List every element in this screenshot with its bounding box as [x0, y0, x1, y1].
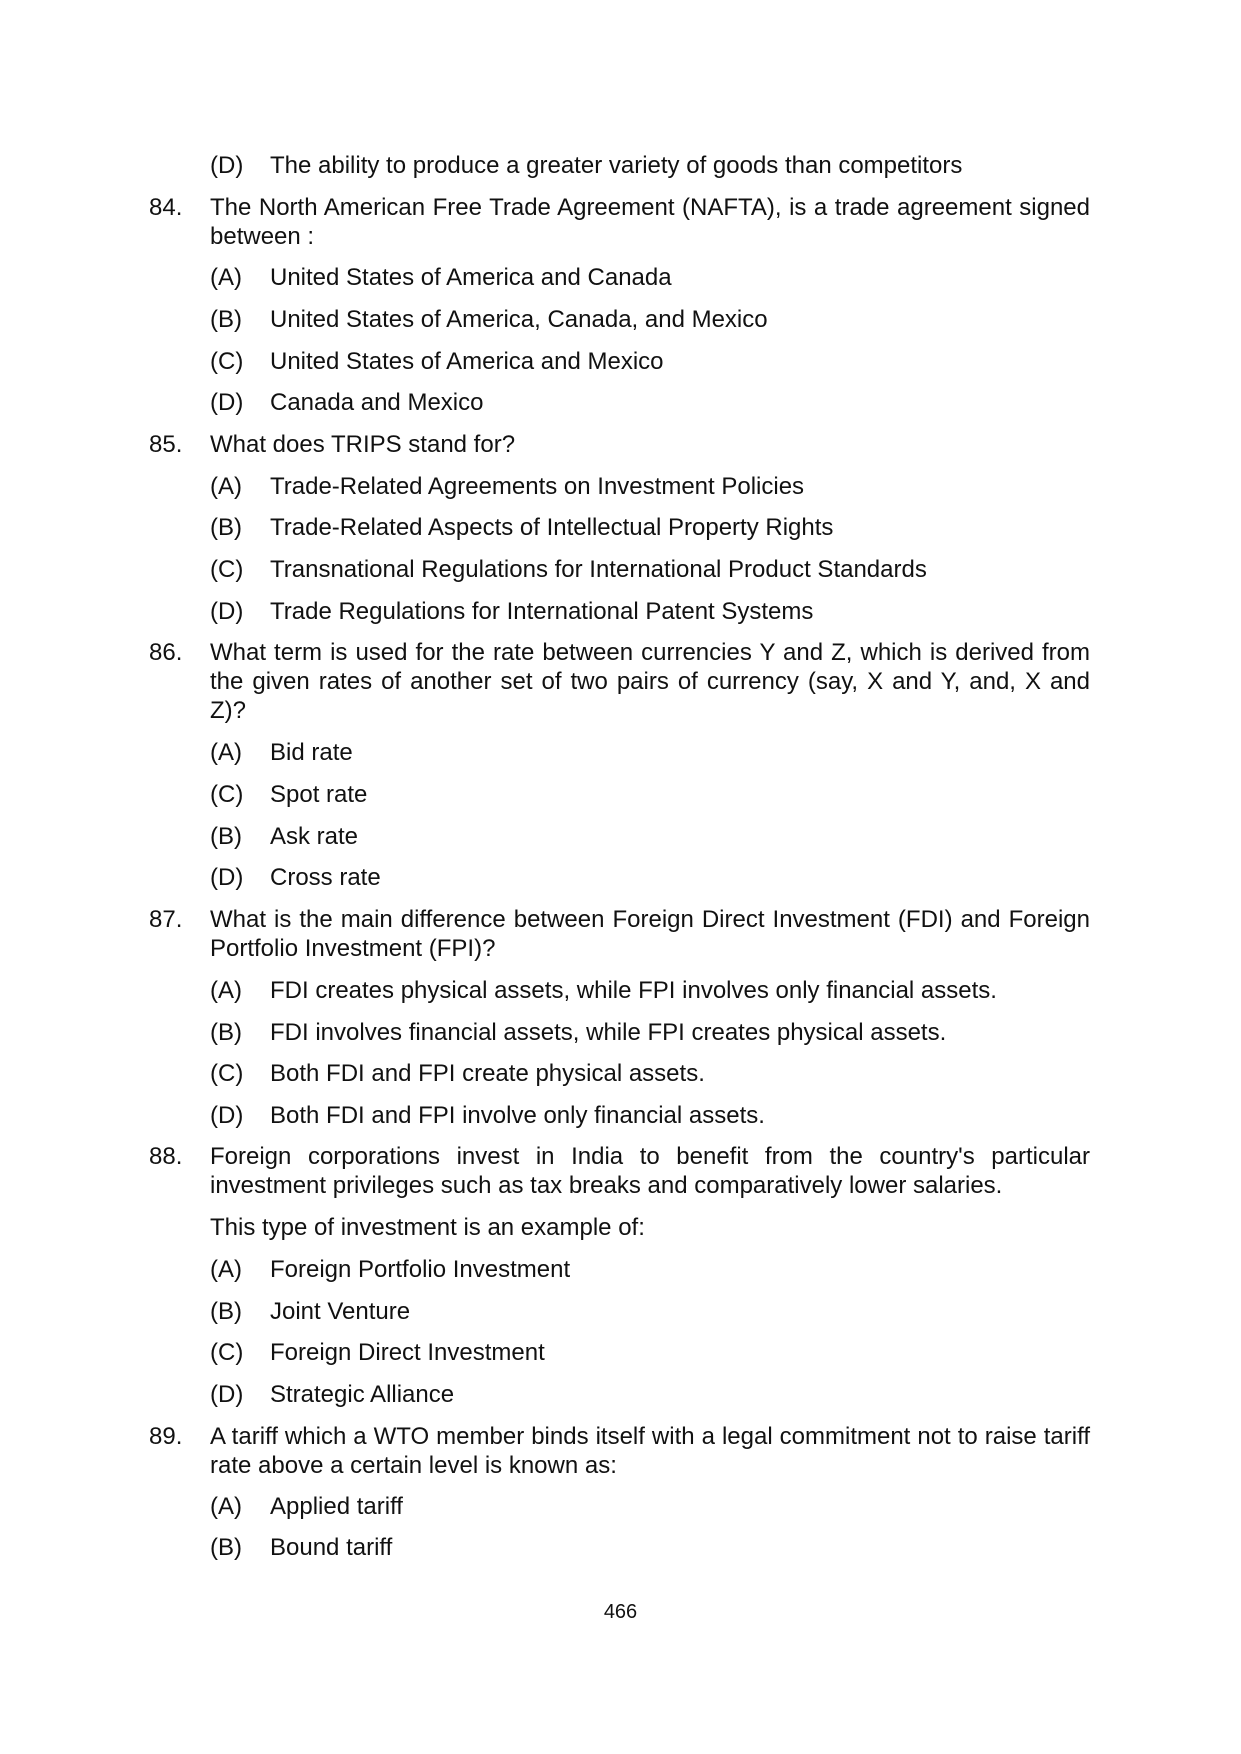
option-letter: (D) [210, 1381, 244, 1408]
option-text: Both FDI and FPI create physical assets. [270, 1060, 705, 1087]
question-text: What does TRIPS stand for? [210, 431, 516, 458]
question-subtext: This type of investment is an example of: [210, 1214, 645, 1241]
option-letter: (C) [210, 1060, 244, 1087]
option-text: Spot rate [270, 781, 368, 808]
option-text: Bound tariff [270, 1534, 393, 1561]
option-letter: (D) [210, 864, 244, 891]
option-text: FDI involves financial assets, while FPI creates physical assets. [270, 1019, 947, 1046]
option-text: Cross rate [270, 864, 381, 891]
option-text: United States of America, Canada, and Mexico [270, 306, 768, 333]
option-text: Trade Regulations for International Patent Systems [270, 598, 814, 625]
option-letter: (B) [210, 306, 242, 333]
option-letter: (A) [210, 1493, 242, 1520]
question-text: What term is used for the rate between currencies Y and Z, which is derived from the given rates of another set of two pairs of currency (say, X and Y, and, X and Z)? [210, 639, 1090, 724]
option-letter: (D) [210, 152, 244, 179]
option-letter: (C) [210, 556, 244, 583]
option-letter: (D) [210, 1102, 244, 1129]
option-letter: (B) [210, 1298, 242, 1325]
option-letter: (D) [210, 389, 244, 416]
option-letter: (C) [210, 348, 244, 375]
option-letter: (C) [210, 781, 244, 808]
option-letter: (B) [210, 823, 242, 850]
question-number: 86. [149, 639, 183, 666]
option-text: Transnational Regulations for International Product Standards [270, 556, 927, 583]
option-text: United States of America and Mexico [270, 348, 664, 375]
option-text: Joint Venture [270, 1298, 411, 1325]
option-letter: (A) [210, 264, 242, 291]
option-text: United States of America and Canada [270, 264, 672, 291]
option-letter: (A) [210, 1256, 242, 1283]
option-letter: (B) [210, 514, 242, 541]
question-text: The North American Free Trade Agreement (NAFTA), is a trade agreement signed between : [210, 194, 1090, 250]
option-letter: (C) [210, 1339, 244, 1366]
option-text: Foreign Direct Investment [270, 1339, 545, 1366]
option-text: Bid rate [270, 739, 353, 766]
option-text: Trade-Related Aspects of Intellectual Property Rights [270, 514, 834, 541]
option-letter: (D) [210, 598, 244, 625]
option-text: Both FDI and FPI involve only financial assets. [270, 1102, 765, 1129]
question-number: 87. [149, 906, 183, 933]
question-number: 89. [149, 1423, 183, 1450]
option-letter: (B) [210, 1534, 242, 1561]
question-text: Foreign corporations invest in India to benefit from the country's particular investment privileges such as tax breaks and comparatively lower salaries. [210, 1143, 1090, 1199]
option-text: Canada and Mexico [270, 389, 484, 416]
option-text: Foreign Portfolio Investment [270, 1256, 571, 1283]
page-number: 466 [603, 1601, 638, 1623]
question-text: What is the main difference between Foreign Direct Investment (FDI) and Foreign Portfolio Investment (FPI)? [210, 906, 1090, 962]
option-text: FDI creates physical assets, while FPI involves only financial assets. [270, 977, 997, 1004]
option-text: Strategic Alliance [270, 1381, 455, 1408]
question-number: 85. [149, 431, 183, 458]
option-letter: (A) [210, 739, 242, 766]
option-text: Ask rate [270, 823, 359, 850]
option-text: Trade-Related Agreements on Investment Policies [270, 473, 805, 500]
question-number: 84. [149, 194, 183, 221]
option-letter: (A) [210, 977, 242, 1004]
option-letter: (B) [210, 1019, 242, 1046]
option-letter: (A) [210, 473, 242, 500]
option-text: The ability to produce a greater variety of goods than competitors [270, 152, 963, 179]
question-number: 88. [149, 1143, 183, 1170]
option-text: Applied tariff [270, 1493, 403, 1520]
question-text: A tariff which a WTO member binds itself with a legal commitment not to raise tariff rate above a certain level is known as: [210, 1423, 1090, 1479]
